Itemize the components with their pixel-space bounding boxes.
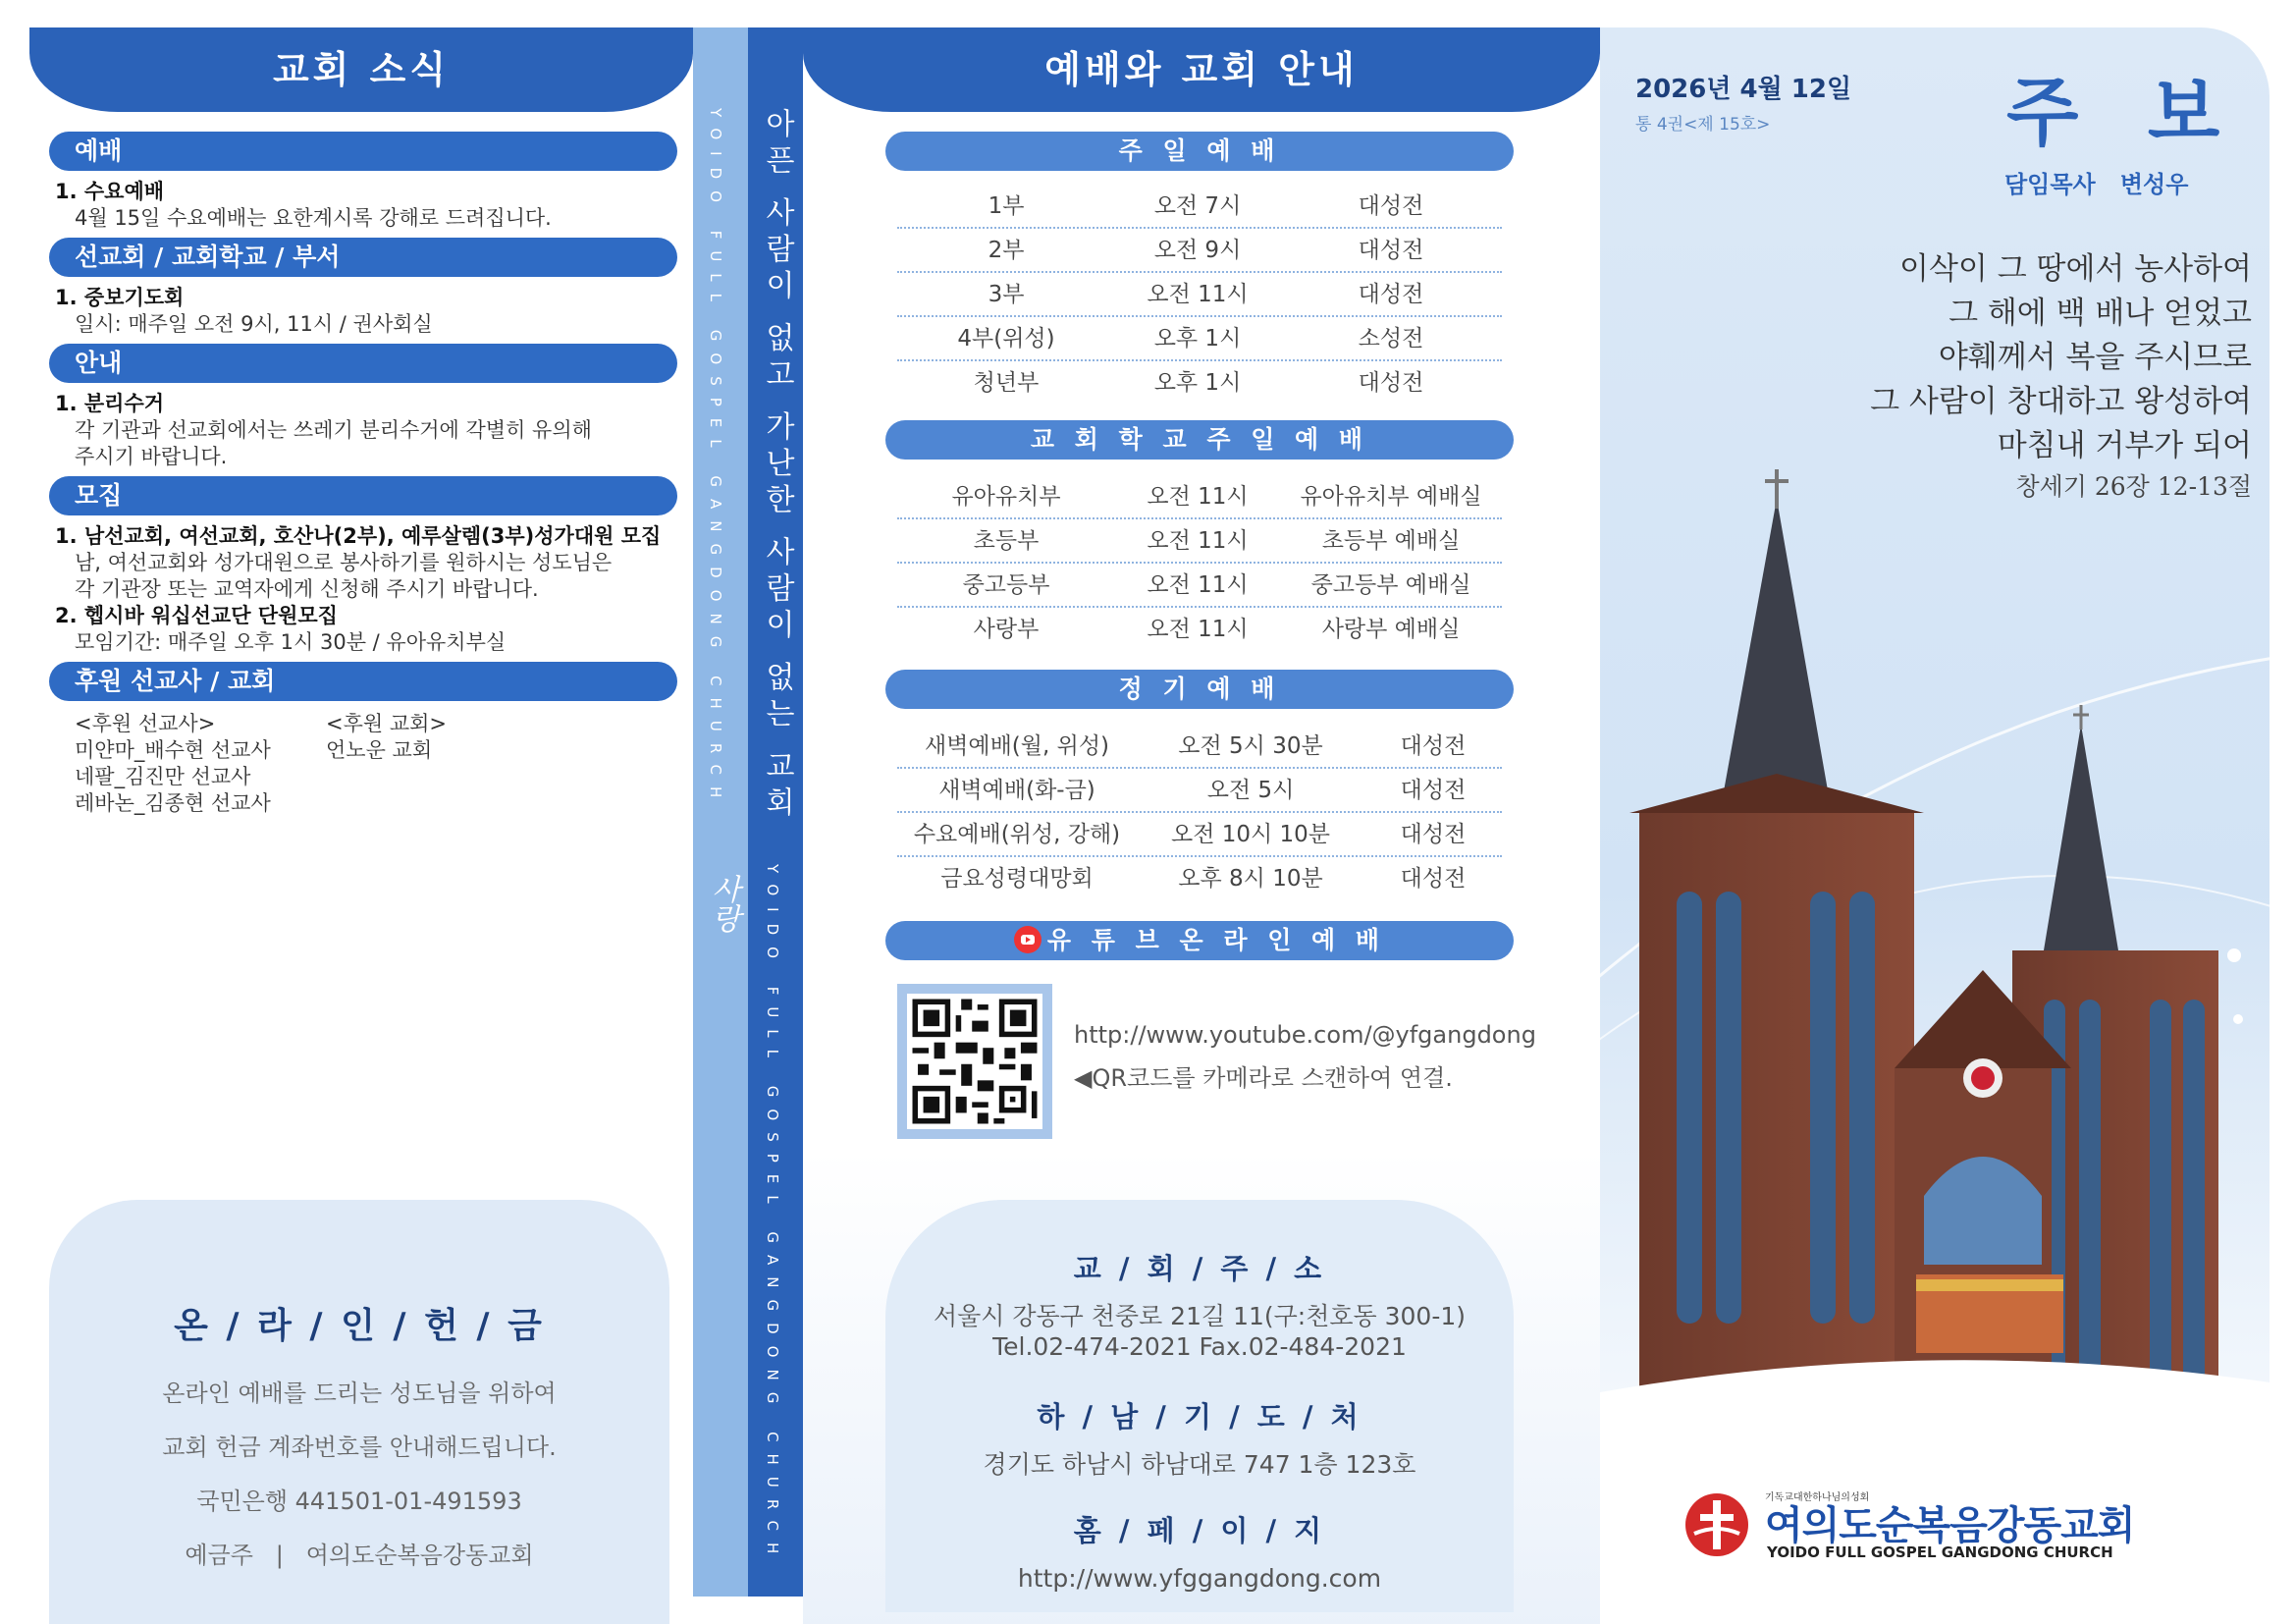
news-item-body: 각 기관장 또는 교역자에게 신청해 주시기 바랍니다. — [75, 577, 539, 601]
missionary-label: <후원 선교사> — [75, 712, 216, 735]
section-header-notice: 안내 — [49, 344, 677, 383]
table-cell: 소성전 — [1358, 326, 1424, 352]
offering-account: 국민은행 441501-01-491593 — [196, 1488, 522, 1515]
verse-line: 마침내 거부가 되어 — [1997, 428, 2252, 463]
logo-name: 여의도순복음강동교회 — [1765, 1503, 2135, 1548]
table-cell: 대성전 — [1358, 370, 1424, 396]
table-cell: 대성전 — [1400, 822, 1467, 847]
table-row — [897, 317, 1502, 361]
table-row — [897, 725, 1502, 769]
pastor-name: 변성우 — [2119, 171, 2189, 198]
table-row — [897, 813, 1502, 857]
table-row — [897, 185, 1502, 229]
table-cell: 초등부 — [973, 528, 1040, 554]
table-cell: 사랑부 예배실 — [1321, 617, 1461, 642]
table-cell: 대성전 — [1358, 238, 1424, 263]
online-offering-box — [49, 1200, 669, 1624]
table-cell: 오후 1시 — [1153, 370, 1242, 396]
church-logo — [1682, 1483, 2213, 1571]
verse-line: 이삭이 그 땅에서 농사하여 — [1899, 251, 2252, 287]
table-cell: 오전 7시 — [1153, 193, 1242, 219]
address-text: 서울시 강동구 천중로 21길 11(구:천호동 300-1) — [933, 1302, 1467, 1330]
sunday-table — [897, 185, 1502, 406]
bible-verse — [1870, 247, 2252, 506]
table-cell: 대성전 — [1358, 282, 1424, 307]
table-cell: 중고등부 — [962, 572, 1050, 598]
table-cell: 사랑부 — [973, 617, 1040, 642]
school-table — [897, 475, 1502, 652]
table-cell: 금요성령대망회 — [940, 866, 1094, 892]
middle-panel-title: 예배와 교회 안내 — [1044, 48, 1359, 91]
table-cell: 초등부 예배실 — [1321, 528, 1461, 554]
table-cell: 오전 9시 — [1153, 238, 1242, 263]
sunday-worship-header: 주 일 예 배 — [885, 132, 1514, 171]
table-cell: 오전 5시 30분 — [1178, 733, 1323, 759]
table-cell: 대성전 — [1400, 866, 1467, 892]
homepage-heading: 홈 / 페 / 이 / 지 — [1073, 1514, 1326, 1547]
offering-title: 온 / 라 / 인 / 헌 / 금 — [174, 1306, 545, 1346]
middle-panel-header — [803, 27, 1600, 112]
table-cell: 대성전 — [1358, 193, 1424, 219]
table-cell: 3부 — [988, 282, 1025, 307]
church-label: <후원 교회> — [326, 712, 448, 735]
table-row — [897, 273, 1502, 317]
list-item: 언노운 교회 — [326, 738, 433, 762]
youtube-note: ◀QR코드를 카메라로 스캔하여 연결. — [1074, 1064, 1453, 1092]
qr-code-icon — [907, 994, 1042, 1129]
news-item-title: 1. 중보기도회 — [55, 286, 185, 309]
left-panel-title: 교회 소식 — [272, 48, 451, 91]
table-row — [897, 857, 1502, 901]
table-cell: 대성전 — [1400, 778, 1467, 803]
hanam-heading: 하 / 남 / 기 / 도 / 처 — [1037, 1400, 1362, 1434]
spine-signature: 사랑 — [706, 874, 740, 933]
table-cell: 오전 11시 — [1147, 282, 1249, 307]
church-school-header: 교 회 학 교 주 일 예 배 — [885, 420, 1514, 460]
table-cell: 오전 11시 — [1147, 617, 1249, 642]
table-cell: 새벽예배(월, 위성) — [924, 733, 1110, 759]
verse-reference: 창세기 26장 12-13절 — [2015, 472, 2252, 501]
news-sections — [49, 132, 677, 817]
youtube-icon — [1014, 926, 1041, 953]
missionary-list — [75, 711, 326, 817]
table-cell: 오후 8시 10분 — [1178, 866, 1323, 892]
list-item: 레바논_김종현 선교사 — [75, 791, 271, 815]
table-row — [897, 229, 1502, 273]
hanam-text: 경기도 하남시 하남대로 747 1층 123호 — [983, 1450, 1416, 1479]
news-item-body: 각 기관과 선교회에서는 쓰레기 분리수거에 각별히 유의해 — [75, 418, 592, 442]
table-row — [897, 361, 1502, 406]
cover-volume: 통 4권<제 15호> — [1635, 115, 1771, 135]
church-list — [326, 711, 447, 817]
pastor-label: 담임목사 — [2004, 171, 2096, 198]
table-cell: 오전 10시 10분 — [1170, 822, 1331, 847]
table-cell: 오전 11시 — [1147, 484, 1249, 510]
verse-line: 야훼께서 복을 주시므로 — [1938, 340, 2252, 375]
news-item-body: 남, 여선교회와 성가대원으로 봉사하기를 원하시는 성도님은 — [75, 551, 613, 574]
news-item-title: 1. 분리수거 — [55, 392, 165, 415]
verse-line: 그 사람이 창대하고 왕성하여 — [1870, 384, 2252, 419]
news-item-title: 1. 남선교회, 여선교회, 호산나(2부), 예루살렘(3부)성가대원 모집 — [55, 524, 662, 548]
section-header-mission: 선교회 / 교회학교 / 부서 — [49, 238, 677, 277]
cover-title: 주 보 — [2006, 69, 2242, 156]
table-cell: 2부 — [988, 238, 1025, 263]
news-item-title: 2. 헵시바 워십선교단 단원모집 — [55, 604, 338, 627]
table-cell: 대성전 — [1400, 733, 1467, 759]
list-item: 미얀마_배수현 선교사 — [75, 738, 271, 762]
news-item-title: 1. 수요예배 — [55, 180, 165, 203]
table-row — [897, 519, 1502, 564]
phone-text: Tel.02-474-2021 Fax.02-484-2021 — [992, 1332, 1407, 1361]
table-cell: 유아유치부 — [951, 484, 1061, 510]
spine-english-text: YOIDO FULL GOSPEL GANGDONG CHURCH — [707, 108, 724, 810]
logo-small-text: 기독교대한하나님의성회 — [1765, 1492, 1870, 1503]
regular-table — [897, 725, 1502, 901]
cover-panel — [1600, 27, 2269, 1597]
table-row — [897, 608, 1502, 652]
section-header-recruit: 모집 — [49, 476, 677, 515]
section-header-worship: 예배 — [49, 132, 677, 171]
pastor-line — [2004, 165, 2188, 199]
qr-code[interactable] — [897, 984, 1052, 1139]
regular-worship-header: 정 기 예 배 — [885, 670, 1514, 709]
table-cell: 수요예배(위성, 강해) — [913, 822, 1121, 847]
address-heading: 교 / 회 / 주 / 소 — [1073, 1252, 1326, 1285]
news-item-body: 4월 15일 수요예배는 요한계시록 강해로 드려집니다. — [75, 206, 552, 230]
logo-english: YOIDO FULL GOSPEL GANGDONG CHURCH — [1767, 1543, 2113, 1561]
table-cell: 오전 5시 — [1206, 778, 1295, 803]
news-item-body: 일시: 매주일 오전 9시, 11시 / 권사회실 — [75, 312, 433, 336]
table-cell: 유아유치부 예배실 — [1300, 484, 1482, 510]
table-cell: 오전 11시 — [1147, 528, 1249, 554]
church-emblem-icon — [1682, 1490, 1751, 1559]
list-item: 네팔_김진만 선교사 — [75, 765, 251, 788]
table-row — [897, 475, 1502, 519]
contact-box — [885, 1200, 1514, 1612]
spine-english-text-2: YOIDO FULL GOSPEL GANGDONG CHURCH — [764, 864, 781, 1566]
table-row — [897, 769, 1502, 813]
table-cell: 청년부 — [973, 370, 1040, 396]
youtube-header — [885, 921, 1514, 960]
table-cell: 중고등부 예배실 — [1310, 572, 1471, 598]
table-cell: 새벽예배(화-금) — [938, 778, 1095, 803]
news-item-body: 모임기간: 매주일 오후 1시 30분 / 유아유치부실 — [75, 630, 507, 654]
left-panel-header — [29, 27, 693, 112]
homepage-link[interactable]: http://www.yfggangdong.com — [1017, 1564, 1382, 1593]
offering-line: 교회 헌금 계좌번호를 안내해드립니다. — [162, 1434, 557, 1461]
section-header-supported: 후원 선교사 / 교회 — [49, 662, 677, 701]
offering-holder: 예금주 | 여의도순복음강동교회 — [185, 1542, 534, 1569]
offering-line: 온라인 예배를 드리는 성도님을 위하여 — [162, 1380, 557, 1407]
table-cell: 오후 1시 — [1153, 326, 1242, 352]
verse-line: 그 해에 백 배나 얻었고 — [1949, 296, 2252, 331]
spine-slogan: 아픈 사람이 없고 가난한 사람이 없는 교회 — [760, 108, 794, 824]
cover-date: 2026년 4월 12일 — [1635, 75, 1852, 104]
table-cell: 1부 — [988, 193, 1025, 219]
news-item-body: 주시기 바랍니다. — [75, 445, 228, 468]
youtube-header-label: 유 튜 브 온 라 인 예 배 — [1046, 926, 1386, 954]
table-cell: 오전 11시 — [1147, 572, 1249, 598]
table-cell: 4부(위성) — [957, 326, 1055, 352]
youtube-url[interactable]: http://www.youtube.com/@yfgangdong — [1074, 1021, 1536, 1049]
table-row — [897, 564, 1502, 608]
